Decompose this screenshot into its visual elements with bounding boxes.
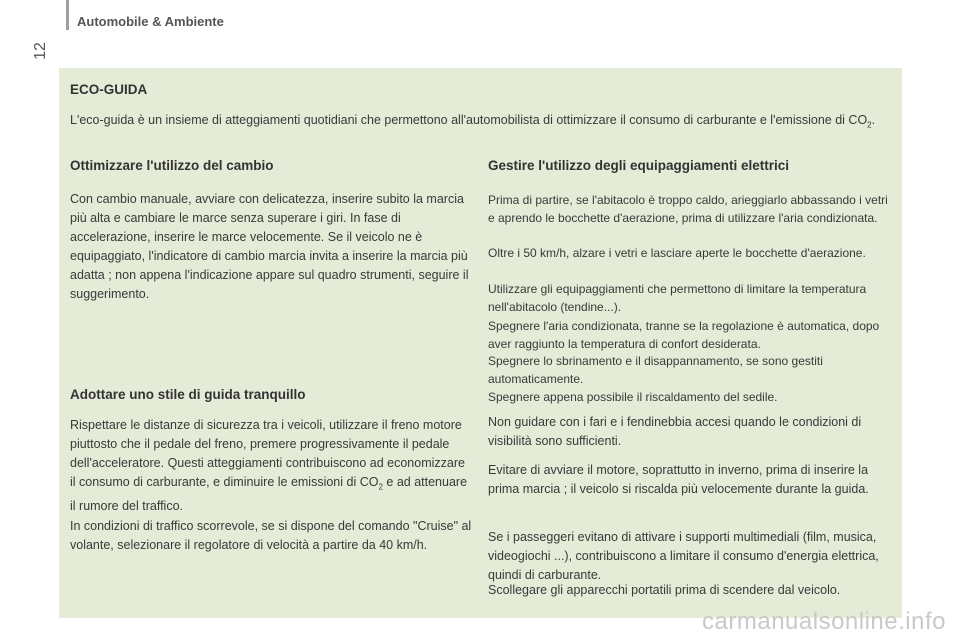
section-marker-bar [66, 0, 69, 30]
electrical-item: Spegnere appena possibile il riscaldamento del sedile. [488, 390, 778, 404]
electrical-item: Scollegare gli apparecchi portatili prima di scendere dal veicolo. [488, 583, 841, 597]
electrical-item: Se i passeggeri evitano di attivare i supporti multimediali (film, musica, videogiochi ...), contribuiscono a limitare il consumo d'energia elettrica, quindi di carburante. [488, 530, 879, 582]
electrical-item: Evitare di avviare il motore, soprattutto in inverno, prima di inserire la prima marcia ; il veicolo si riscalda più velocemente durante la guida. [488, 463, 869, 496]
eco-guide-title: ECO-GUIDA [70, 82, 148, 97]
electrical-heading: Gestire l'utilizzo degli equipaggiamenti elettrici [488, 158, 790, 173]
electrical-item: Utilizzare gli equipaggiamenti che permettono di limitare la temperatura nell'abitacolo (tendine...). [488, 282, 867, 314]
driving-style-text-1: Rispettare le distanze di sicurezza tra i veicoli, utilizzare il freno motore piuttosto che il pedale del freno, premere progressivamente il pedale dell'acceleratore. Questi atteggiamenti contribuiscono ad economizzare il consumo di carburante, e diminuire le emissioni di $CO_2$ e ad attenuare il rumore del traffico. [70, 418, 468, 513]
gearbox-text: Con cambio manuale, avviare con delicatezza, inserire subito la marcia più alta e cambiare le marce senza superare i giri. In fase di accelerazione, inserire le marce velocemente. Se il veicolo ne è equipaggiato, l'indicatore di cambio marcia invita a inserire la marcia più adatta ; non appena l'indicazione appare sul quadro strumenti, seguire il suggerimento. [70, 192, 469, 301]
electrical-item: Spegnere lo sbrinamento e il disappannamento, se sono gestiti automaticamente. [488, 354, 823, 386]
electrical-item: Non guidare con i fari e i fendinebbia accesi quando le condizioni di visibilità sono sufficienti. [488, 415, 862, 448]
gearbox-heading: Ottimizzare l'utilizzo del cambio [70, 158, 274, 173]
electrical-item: Oltre i 50 km/h, alzare i vetri e lasciare aperte le bocchette d'aerazione. [488, 246, 866, 260]
electrical-item: Prima di partire, se l'abitacolo è troppo caldo, arieggiarlo abbassando i vetri e aprendo le bocchette d'aerazione, prima di utilizzare l'aria condizionata. [488, 193, 888, 225]
section-title: Automobile & Ambiente [77, 14, 224, 29]
electrical-item: Spegnere l'aria condizionata, tranne se la regolazione è automatica, dopo aver raggiunto la temperatura di confort desiderata. [488, 319, 880, 351]
driving-style-heading: Adottare uno stile di guida tranquillo [70, 387, 306, 402]
watermark: carmanualsonline.info [702, 608, 946, 635]
eco-guide-intro: L'eco-guida è un insieme di atteggiamenti quotidiani che permettono all'automobilista di ottimizzare il consumo di carburante e l'emissione di $CO_2$. [70, 113, 876, 130]
page-number: 12 [32, 42, 49, 60]
driving-style-text-2: In condizioni di traffico scorrevole, se si dispone del comando "Cruise" al volante, selezionare il regolatore di velocità a partire da 40 km/h. [70, 519, 472, 552]
